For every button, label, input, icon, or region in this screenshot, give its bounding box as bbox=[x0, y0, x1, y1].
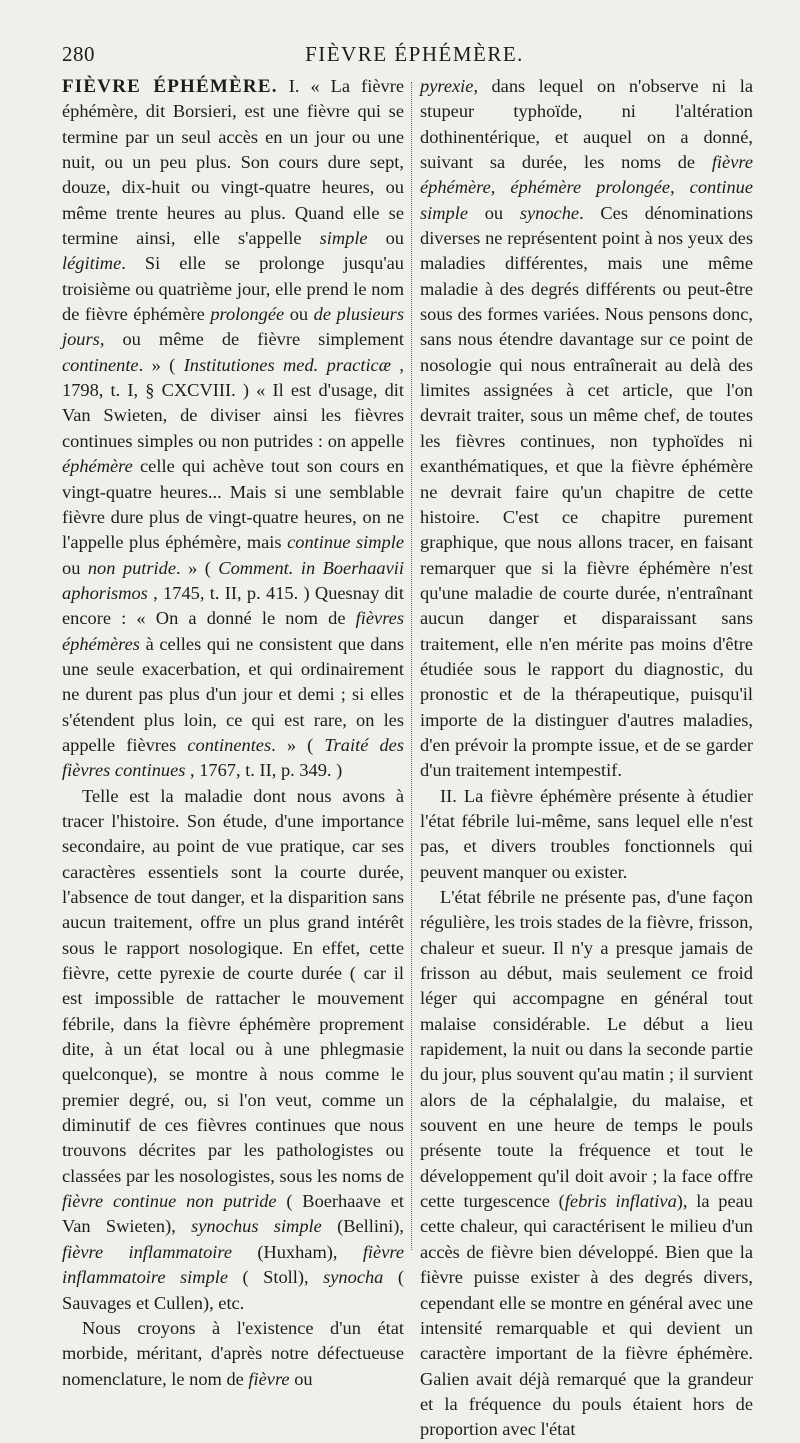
page-number: 280 bbox=[62, 42, 95, 66]
paragraph-section-ii: II. La fièvre éphémère présente à étudier l'état fébrile lui-même, sans lequel elle n'est pas, et divers troubles fonctionnels qui peuvent manquer ou exister. bbox=[420, 785, 753, 882]
left-column bbox=[62, 74, 405, 1389]
paragraph-existence: Nous croyons à l'existence d'un état morbide, méritant, d'après notre défectueuse nomenclature, le nom de fièvre ou bbox=[62, 1317, 404, 1389]
column-divider bbox=[411, 82, 412, 1250]
paragraph-febrile-state: L'état fébrile ne présente pas, d'une façon régulière, les trois stades de la fièvre, frisson, chaleur et sueur. Il n'y a presque jamais de frisson au début, mais seulement ce froid léger qui accompagne en général tout malaise considérable. Le début a lieu rapidement, la nuit ou dans la seconde partie du jour, plus souvent qu'au matin ; il survient alors de la céphalalgie, du malaise, et souvent en une heure de temps le pouls présente toute la fréquence et tout le développement qu'il doit avoir ; la face offre cette turgescence (febris inflativa), la peau cette chaleur, qui caractérisent le milieu d'un accès de fièvre bien développé. Bien que la fièvre puisse exister à des degrés divers, cependant elle se montre en général avec une intensité remarquable et qui devient un caractère important de la fièvre éphémère. Galien avait déjà remarqué que la grandeur et la fréquence du pouls étaient hors de proportion avec l'état bbox=[420, 887, 753, 1440]
paragraph-intro: FIÈVRE ÉPHÉMÈRE. I. « La fièvre éphémère, dit Borsieri, est une fièvre qui se termine par un seul accès en un jour ou une nuit, ou un peu plus. Son cours dure sept, douze, dix-huit ou vingt-quatre heures, ou même trente heures au plus. Quand elle se termine ainsi, elle s'appelle simple ou légitime. Si elle se prolonge jusqu'au troisième ou quatrième jour, elle prend le nom de fièvre éphémère prolongée ou de plusieurs jours, ou même de fièvre simplement continente. » ( Institutiones med. practicæ , 1798, t. I, § CXCVIII. ) « Il est d'usage, dit Van Swieten, de diviser ainsi les fièvres continues simples ou non putrides : on appelle éphémère celle qui achève tout son cours en vingt-quatre heures... Mais si une semblable fièvre dure plus de vingt-quatre heures, on ne l'appelle plus éphémère, mais continue simple ou non putride. » ( Comment. in Boerhaavii aphorismos , 1745, t. II, p. 415. ) Quesnay dit encore : « On a donné le nom de fièvres éphémères à celles qui ne consistent que dans une seule exacerbation, et qui ordinairement ne durent pas plus d'un jour et demi ; si elles s'étendent plus loin, ce qui est rare, on les appelle fièvres continentes. » ( Traité des fièvres continues , 1767, t. II, p. 349. ) bbox=[62, 76, 405, 781]
right-column bbox=[420, 74, 753, 1440]
page-header bbox=[62, 42, 767, 70]
headword: FIÈVRE ÉPHÉMÈRE. bbox=[62, 76, 278, 97]
paragraph-history: Telle est la maladie dont nous avons à tracer l'histoire. Son étude, d'une importance secondaire, au point de vue pratique, car ses caractères essentiels sont la courte durée, l'absence de tout danger, et la disparition sans aucun traitement, offre un plus grand intérêt sous le rapport nosologique. En effet, cette fièvre, cette pyrexie de courte durée ( car il est impossible de rattacher le mouvement fébrile, dans la fièvre éphémère proprement dite, à un état local ou à une phlegmasie quelconque), se montre à nous comme le premier degré, ou, si l'on veut, comme un diminutif de ces fièvres continues que nous trouvons décrites par les pathologistes ou classées par les nosologistes, sous les noms de fièvre continue non putride ( Boerhaave et Van Swieten), synochus simple (Bellini), fièvre inflammatoire (Huxham), fièvre inflammatoire simple ( Stoll), synocha ( Sauvages et Cullen), etc. bbox=[62, 785, 404, 1313]
paragraph-continued: pyrexie, dans lequel on n'observe ni la stupeur typhoïde, ni l'altération dothinentérique, et auquel on a donné, suivant sa durée, les noms de fièvre éphémère, éphémère prolongée, continue simple ou synoche. Ces dénominations diverses ne représentent point à nos yeux des maladies différentes, mais une même maladie à des degrés différents ou peut-être sous des formes variées. Nous pensons donc, sans nous étendre davantage sur ce point de nosologie qui nous entraînerait au delà des limites assignées à cet article, que l'on devrait traiter, sous un même chef, de toutes les fièvres continues, non typhoïdes ni exanthématiques, et que la fièvre éphémère ne devrait faire qu'un chapitre de cette histoire. C'est ce chapitre purement graphique, que nous allons tracer, en faisant remarquer que si la fièvre éphémère n'est qu'une maladie de courte durée, n'entraînant aucun danger et disparaissant sans traitement, elle n'en mérite pas moins d'être étudiée sous le rapport du diagnostic, du pronostic et de la thérapeutique, puisqu'il importe de la distinguer d'autres maladies, d'en prévoir la prompte issue, et de se garder d'un traitement intempestif. bbox=[420, 76, 753, 781]
running-title: FIÈVRE ÉPHÉMÈRE. bbox=[305, 42, 524, 66]
